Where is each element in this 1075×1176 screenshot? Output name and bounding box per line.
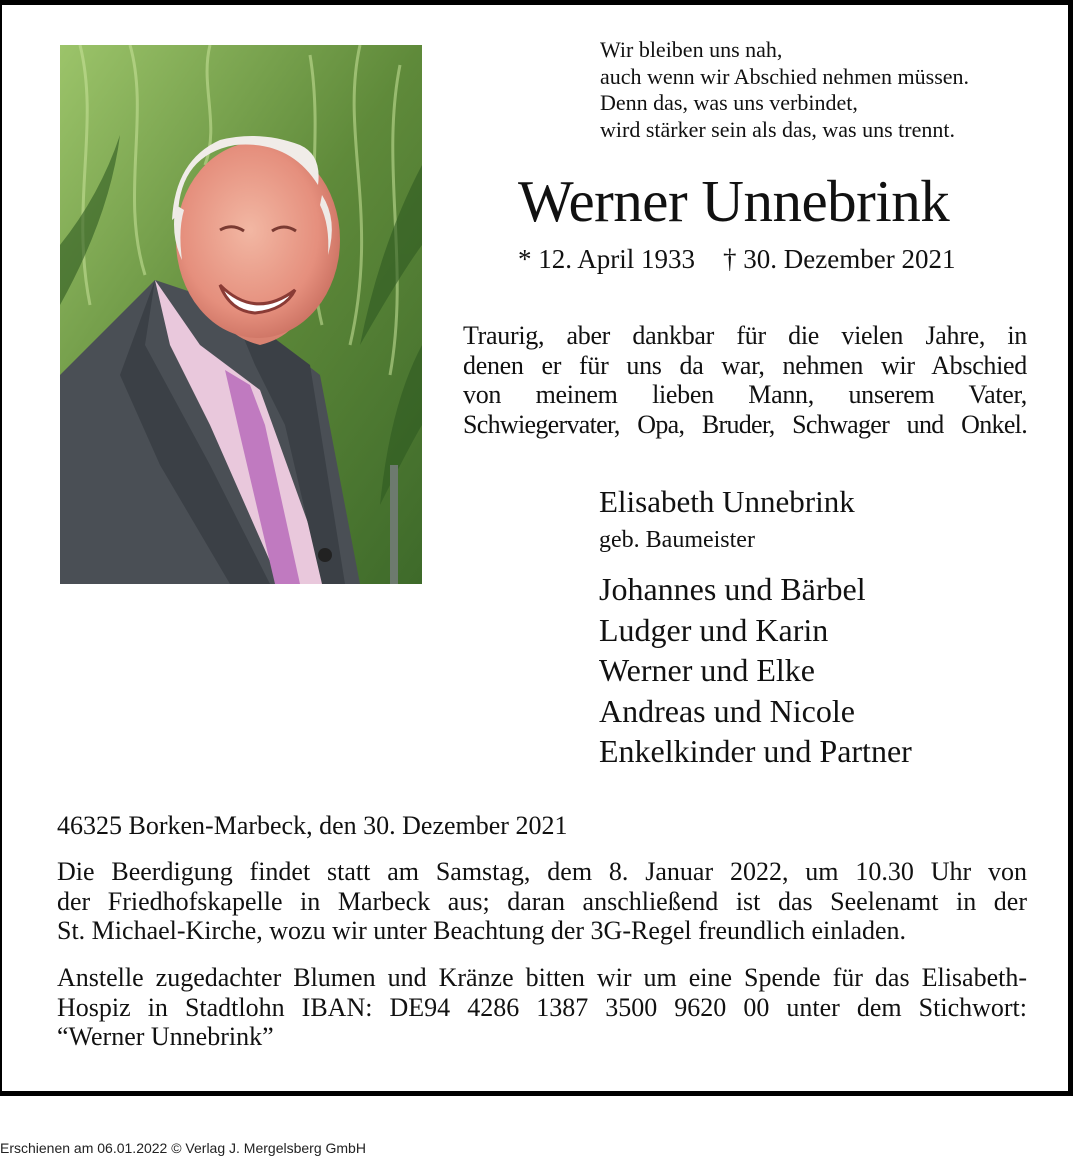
family-list — [599, 569, 912, 772]
family-member: Andreas und Nicole — [599, 692, 855, 729]
funeral-line: der Friedhofskapelle in Marbeck aus; daran anschließend ist das Seelenamt in der — [57, 886, 1027, 916]
birth-date: * 12. April 1933 — [518, 244, 696, 274]
place-and-date: 46325 Borken-Marbeck, den 30. Dezember 2021 — [57, 811, 568, 840]
family-member: Werner und Elke — [599, 652, 815, 689]
death-date: † 30. Dezember 2021 — [723, 244, 956, 274]
intro-text — [463, 321, 1027, 439]
funeral-line: St. Michael-Kirche, wozu wir unter Beachtung der 3G-Regel freundlich einladen. — [57, 916, 907, 945]
portrait-photo — [60, 45, 422, 584]
quote-line: auch wenn wir Abschied nehmen müssen. — [600, 63, 970, 89]
intro-line: Schwiegervater, Opa, Bruder, Schwager und Onkel. — [463, 409, 1027, 439]
donation-line: “Werner Unnebrink” — [57, 1022, 274, 1051]
family-member: Ludger und Karin — [599, 611, 829, 648]
quote-line: Denn das, was uns verbindet, — [600, 90, 858, 115]
intro-line: Traurig, aber dankbar für die vielen Jahre, in — [463, 321, 1027, 350]
donation-request — [57, 963, 1027, 1052]
funeral-line: Die Beerdigung findet statt am Samstag, dem 8. Januar 2022, um 10.30 Uhr von — [57, 857, 1027, 886]
intro-line: denen er für uns da war, nehmen wir Abschied — [463, 350, 1027, 380]
memorial-quote — [600, 37, 1040, 143]
family-member: Enkelkinder und Partner — [599, 733, 912, 770]
donation-line: Anstelle zugedachter Blumen und Kränze bitten wir um eine Spende für das Elisabeth- — [57, 963, 1027, 992]
family-member: Johannes und Bärbel — [599, 571, 866, 607]
widow-maiden-name: geb. Baumeister — [599, 527, 755, 553]
donation-line: Hospiz in Stadtlohn IBAN: DE94 4286 1387 3500 9620 00 unter dem Stichwort: — [57, 992, 1027, 1022]
quote-line: wird stärker sein als das, was uns trennt. — [600, 116, 955, 142]
deceased-name: Werner Unnebrink — [518, 168, 950, 234]
quote-line: Wir bleiben uns nah, — [600, 37, 783, 62]
widow-name: Elisabeth Unnebrink — [599, 484, 855, 519]
life-dates — [518, 243, 955, 275]
intro-line: von meinem lieben Mann, unserem Vater, — [463, 380, 1027, 409]
publication-footer: Erschienen am 06.01.2022 © Verlag J. Mergelsberg GmbH — [0, 1140, 366, 1156]
funeral-details — [57, 857, 1027, 946]
